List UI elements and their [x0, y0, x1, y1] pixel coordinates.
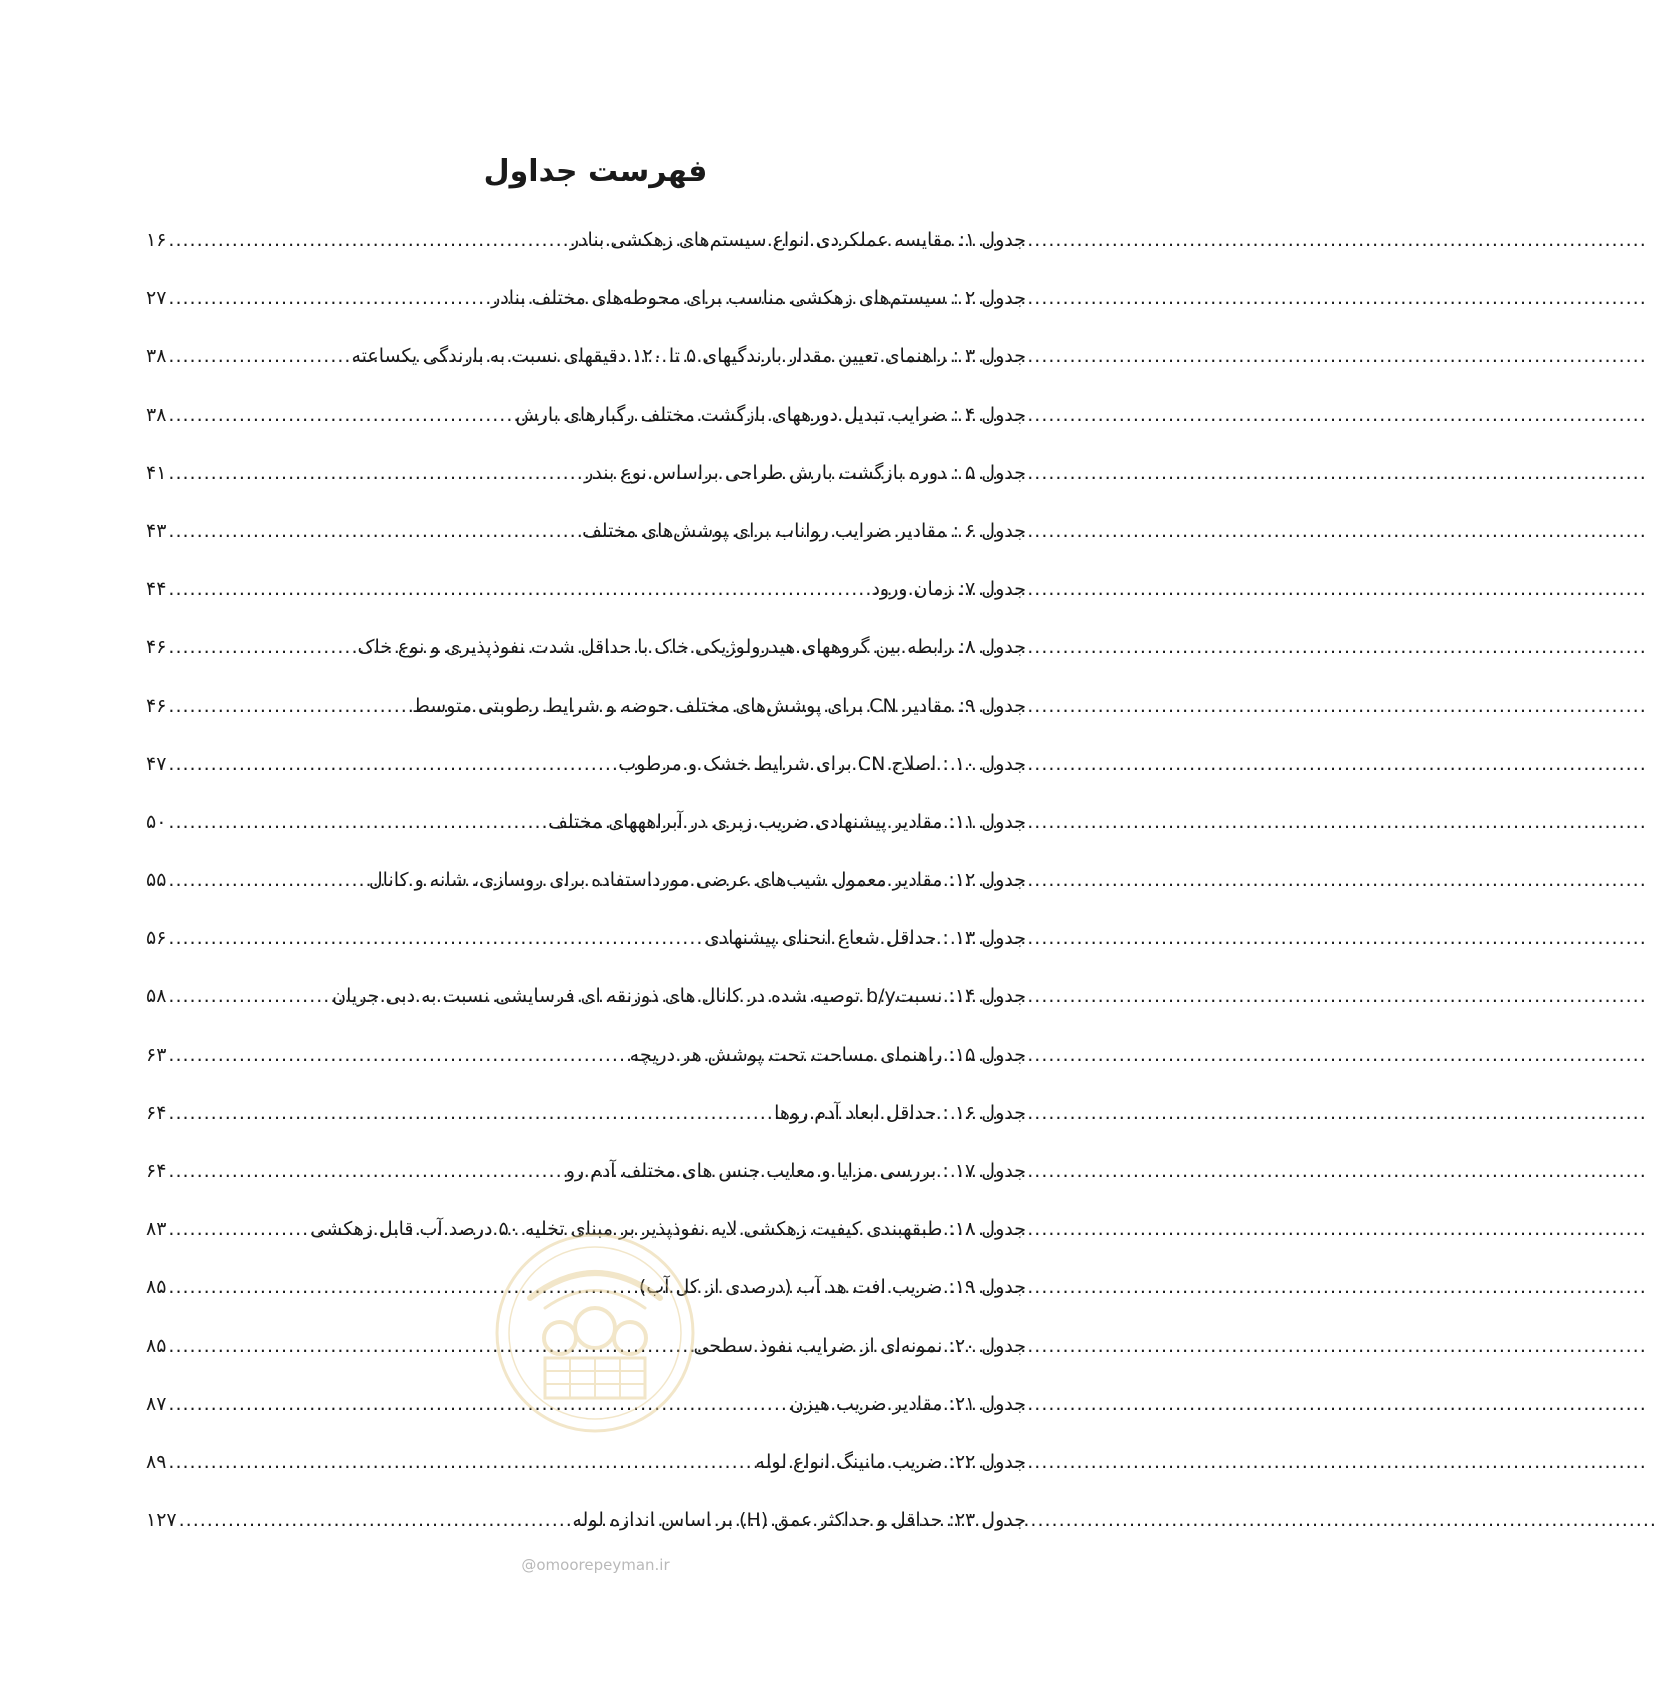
- toc-entry[interactable]: [146, 798, 1026, 856]
- dot-leader: [166, 623, 357, 671]
- toc-entry-label: جدول ۶ : مقادیر ضرایب رواناب برای پوشش‌های مختلف: [582, 519, 1026, 542]
- dot-leader: [166, 1380, 789, 1428]
- dot-leader: [166, 216, 569, 264]
- toc-entry[interactable]: [146, 914, 1026, 972]
- dot-leader: [166, 972, 332, 1020]
- dot-leader: [166, 1089, 774, 1137]
- toc-entry-page-number: ۲۷: [146, 287, 167, 310]
- toc-entry-page-number: ۵۰: [146, 810, 167, 833]
- toc-entry-page-number: ۳۸: [146, 345, 167, 368]
- page-title: فهرست جداول: [483, 154, 708, 189]
- toc-entry-page-number: ۶۴: [146, 1160, 167, 1182]
- toc-entry-label: جدول ۲۰: نمونه‌ای از ضرایب نفوذ سطحی: [693, 1334, 1026, 1357]
- toc-entry[interactable]: [146, 1089, 1026, 1147]
- dot-leader: [166, 914, 704, 962]
- toc-entry-label: جدول ۱: مقایسه عملکردی انواع سیستم‌های زهکشی بنادر: [569, 229, 1026, 251]
- toc-entry-page-number: ۴۴: [146, 578, 167, 601]
- toc-entry-page-number: ۸۷: [146, 1392, 167, 1415]
- toc-entry-page-number: ۵۸: [146, 985, 167, 1008]
- dot-leader: [166, 332, 351, 380]
- toc-entry[interactable]: [146, 682, 1026, 740]
- toc-entry-page-number: ۱۲۷: [146, 1509, 177, 1532]
- toc-entry-label: جدول ۱۵: راهنمای مساحت تحت پوشش هر دریچه: [629, 1043, 1026, 1066]
- toc-entry-page-number: ۴۶: [146, 694, 167, 717]
- toc-entry-label: جدول ۴ : ضرایب تبدیل دورههای بازگشت مختلف رگبارهای بارش: [515, 403, 1026, 426]
- toc-entry-page-number: ۶۴: [146, 1101, 167, 1124]
- toc-entry[interactable]: [146, 856, 1026, 914]
- toc-entry-page-number: ۸۵: [146, 1334, 167, 1357]
- toc-entry-page-number: ۴۷: [146, 752, 167, 775]
- toc-entry[interactable]: [146, 507, 1026, 565]
- toc-entry[interactable]: [146, 1263, 1026, 1321]
- toc-entry[interactable]: [146, 623, 1026, 681]
- toc-entry-label: جدول ۱۰ : اصلاح CN برای شرایط خشک و مرطوب: [618, 752, 1026, 775]
- dot-leader: [166, 682, 412, 730]
- toc-entry[interactable]: [146, 565, 1026, 623]
- toc-entry[interactable]: [146, 1438, 1026, 1496]
- toc-entry[interactable]: [146, 740, 1026, 798]
- toc-entry-label: جدول ۱۶ : حداقل ابعاد آدم روها: [774, 1101, 1026, 1124]
- dot-leader: [166, 740, 618, 788]
- toc-entry-page-number: ۴۶: [146, 636, 167, 659]
- table-of-contents: [146, 216, 1026, 1554]
- toc-entry[interactable]: [146, 1380, 1026, 1438]
- toc-entry-label: جدول ۱۱: مقادیر پیشنهادی ضریب زبری در آبراهههای مختلف: [548, 810, 1026, 833]
- dot-leader: [166, 1438, 755, 1486]
- toc-entry-label: جدول ۷: زمان ورود: [871, 578, 1026, 601]
- toc-entry-page-number: ۵۵: [146, 869, 167, 892]
- toc-entry-label: جدول ۱۳ : حداقل شعاع انحنای پیشنهادی: [704, 927, 1026, 950]
- toc-entry[interactable]: [146, 1496, 1026, 1554]
- dot-leader: [166, 1322, 693, 1370]
- toc-entry-page-number: ۴۱: [146, 461, 167, 484]
- dot-leader: [166, 1031, 629, 1079]
- toc-entry-label: جدول ۲ : سیستم‌های زهکشی مناسب برای محوطه‌های مختلف بنادر: [491, 287, 1026, 310]
- toc-entry[interactable]: [146, 1147, 1026, 1205]
- toc-entry-label: جدول ۸: رابطه بین گروههای هیدرولوژیکی خاک با حداقل شدت نفوذپذیری و نوع خاک: [357, 636, 1026, 659]
- toc-entry-label: جدول ۲۲: ضریب مانینگ انواع لوله: [755, 1450, 1026, 1473]
- toc-entry-label: جدول ۲۱: مقادیر ضریب هیزن: [789, 1392, 1026, 1415]
- toc-entry[interactable]: [146, 972, 1026, 1030]
- dot-leader: [166, 1263, 638, 1311]
- toc-entry-page-number: ۸۵: [146, 1276, 167, 1299]
- toc-entry-label: جدول ۱۲: مقادیر معمول شیب‌های عرضی مورداستفاده برای روسازی، شانه و کانال: [368, 869, 1026, 892]
- toc-entry[interactable]: [146, 1031, 1026, 1089]
- toc-entry-page-number: ۴۳: [146, 519, 167, 542]
- dot-leader: [166, 391, 515, 439]
- dot-leader: [166, 1205, 310, 1253]
- toc-entry[interactable]: [146, 391, 1026, 449]
- toc-entry-page-number: ۸۹: [146, 1450, 167, 1473]
- toc-entry[interactable]: [146, 449, 1026, 507]
- toc-entry-label: جدول ۹: مقادیر CN برای پوشش‌های مختلف حوضه و شرایط رطوبتی متوسط: [412, 694, 1026, 717]
- watermark-url: @omoorepeyman.ir: [521, 1556, 670, 1574]
- toc-entry-page-number: ۸۳: [146, 1218, 167, 1241]
- toc-entry-page-number: ۶۳: [146, 1043, 167, 1066]
- dot-leader: [166, 449, 584, 497]
- dot-leader: [177, 1496, 573, 1544]
- dot-leader: [166, 565, 871, 613]
- toc-entry[interactable]: [146, 216, 1026, 274]
- dot-leader: [166, 274, 491, 322]
- dot-leader: [166, 798, 548, 846]
- toc-entry-page-number: ۵۶: [146, 927, 167, 950]
- toc-entry[interactable]: [146, 1322, 1026, 1380]
- dot-leader: [166, 1147, 565, 1195]
- toc-entry[interactable]: [146, 1205, 1026, 1263]
- toc-entry[interactable]: [146, 274, 1026, 332]
- toc-entry[interactable]: [146, 332, 1026, 390]
- dot-leader: [166, 856, 368, 904]
- toc-entry-label: جدول ۳ : راهنمای تعیین مقدار بارندگیهای ۵ تا ۱۲۰ دقیقهای نسبت به بارندگی یکساعته: [351, 345, 1026, 368]
- toc-entry-label: جدول ۱۴: نسبتb/y توصیه شده در کانال های ذوزنقه ای فرسایشی نسبت به دبی جریان: [332, 985, 1026, 1008]
- toc-entry-label: جدول ۵ : دوره بازگشت بارش طراحی براساس نوع بندر: [584, 461, 1026, 484]
- toc-entry-page-number: ۳۸: [146, 403, 167, 426]
- toc-entry-label: جدول ۲۳: حداقل و حداکثر عمق (H) بر اساس اندازه لوله: [572, 1509, 1026, 1532]
- toc-entry-label: جدول ۱۷ : بررسی مزایا و معایب جنس های مختلف آدم رو: [565, 1160, 1026, 1182]
- toc-entry-label: جدول ۱۹: ضریب افت هد آب (درصدی از کل آب): [638, 1276, 1026, 1299]
- dot-leader: [166, 507, 582, 555]
- toc-entry-label: جدول ۱۸: طبقهبندی کیفیت زهکشی لایه نفوذپذیر بر مبنای تخلیه ۵۰ درصد آب قابل زهکشی: [310, 1218, 1026, 1241]
- toc-entry-page-number: ۱۶: [146, 229, 167, 251]
